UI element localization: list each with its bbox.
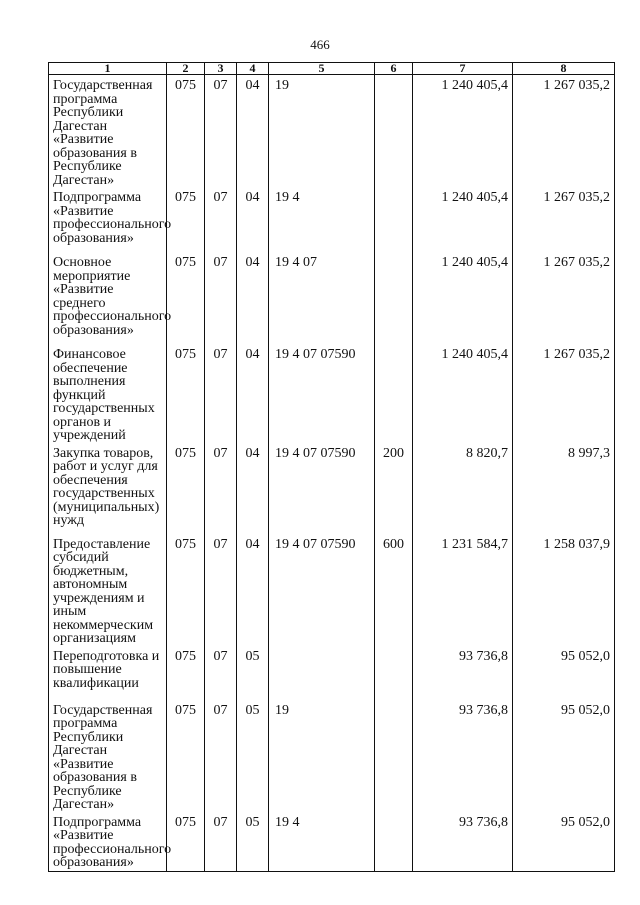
cell-col-7: 1 231 584,7 — [413, 534, 513, 646]
cell-col-4: 04 — [237, 75, 269, 188]
cell-col-6 — [375, 344, 413, 443]
table-row — [49, 252, 615, 344]
column-header-5: 5 — [269, 63, 375, 75]
cell-col-3: 07 — [205, 75, 237, 188]
cell-col-7: 1 240 405,4 — [413, 344, 513, 443]
cell-col-5: 19 — [269, 75, 375, 188]
cell-col-6 — [375, 646, 413, 700]
cell-col-8: 95 052,0 — [513, 812, 615, 872]
row-name: Подпрограмма «Развитие профессионального образования» — [49, 187, 167, 252]
cell-col-4: 05 — [237, 812, 269, 872]
cell-col-7: 1 240 405,4 — [413, 252, 513, 344]
column-header-6: 6 — [375, 63, 413, 75]
cell-col-4: 04 — [237, 534, 269, 646]
table-row — [49, 443, 615, 534]
cell-col-6 — [375, 75, 413, 188]
row-name: Основное мероприятие «Развитие среднего профессионального образования» — [49, 252, 167, 344]
table-row — [49, 187, 615, 252]
cell-col-7: 1 240 405,4 — [413, 75, 513, 188]
column-header-8: 8 — [513, 63, 615, 75]
cell-col-5: 19 — [269, 700, 375, 812]
cell-col-7: 93 736,8 — [413, 646, 513, 700]
cell-col-2: 075 — [167, 443, 205, 534]
cell-col-6: 200 — [375, 443, 413, 534]
cell-col-2: 075 — [167, 344, 205, 443]
cell-col-4: 04 — [237, 252, 269, 344]
cell-col-4: 04 — [237, 187, 269, 252]
cell-col-7: 93 736,8 — [413, 812, 513, 872]
cell-col-6 — [375, 700, 413, 812]
cell-col-2: 075 — [167, 252, 205, 344]
cell-col-3: 07 — [205, 443, 237, 534]
cell-col-4: 04 — [237, 443, 269, 534]
cell-col-2: 075 — [167, 646, 205, 700]
page-number: 466 — [310, 37, 330, 52]
cell-col-5: 19 4 — [269, 187, 375, 252]
column-header-4: 4 — [237, 63, 269, 75]
cell-col-5: 19 4 07 07590 — [269, 534, 375, 646]
column-header-7: 7 — [413, 63, 513, 75]
cell-col-3: 07 — [205, 252, 237, 344]
cell-col-3: 07 — [205, 646, 237, 700]
row-name: Переподготовка и повышение квалификации — [49, 646, 167, 700]
cell-col-5: 19 4 — [269, 812, 375, 872]
cell-col-2: 075 — [167, 75, 205, 188]
cell-col-5: 19 4 07 07590 — [269, 344, 375, 443]
cell-col-5 — [269, 646, 375, 700]
table-row — [49, 646, 615, 700]
cell-col-8: 1 267 035,2 — [513, 75, 615, 188]
cell-col-2: 075 — [167, 534, 205, 646]
row-name: Финансовое обеспечение выполнения функций государственных органов и учреждений — [49, 344, 167, 443]
cell-col-2: 075 — [167, 700, 205, 812]
table-row — [49, 534, 615, 646]
cell-col-4: 05 — [237, 700, 269, 812]
column-header-3: 3 — [205, 63, 237, 75]
cell-col-7: 1 240 405,4 — [413, 187, 513, 252]
cell-col-8: 1 267 035,2 — [513, 187, 615, 252]
cell-col-4: 04 — [237, 344, 269, 443]
column-header-1: 1 — [49, 63, 167, 75]
cell-col-3: 07 — [205, 187, 237, 252]
header-row — [49, 63, 615, 75]
column-header-2: 2 — [167, 63, 205, 75]
cell-col-8: 95 052,0 — [513, 646, 615, 700]
cell-col-6 — [375, 812, 413, 872]
cell-col-8: 95 052,0 — [513, 700, 615, 812]
cell-col-5: 19 4 07 — [269, 252, 375, 344]
cell-col-5: 19 4 07 07590 — [269, 443, 375, 534]
cell-col-6 — [375, 187, 413, 252]
cell-col-4: 05 — [237, 646, 269, 700]
row-name: Подпрограмма «Развитие профессионального образования» — [49, 812, 167, 872]
row-name: Государственная программа Республики Дагестан «Развитие образования в Республике Дагестан» — [49, 75, 167, 188]
cell-col-3: 07 — [205, 344, 237, 443]
cell-col-3: 07 — [205, 534, 237, 646]
table-row — [49, 75, 615, 188]
cell-col-2: 075 — [167, 187, 205, 252]
cell-col-3: 07 — [205, 700, 237, 812]
table-row — [49, 700, 615, 812]
cell-col-7: 93 736,8 — [413, 700, 513, 812]
row-name: Предоставление субсидий бюджетным, автономным учреждениям и иным некоммерческим организациям — [49, 534, 167, 646]
cell-col-7: 8 820,7 — [413, 443, 513, 534]
cell-col-8: 1 258 037,9 — [513, 534, 615, 646]
cell-col-8: 8 997,3 — [513, 443, 615, 534]
cell-col-2: 075 — [167, 812, 205, 872]
table-row — [49, 344, 615, 443]
cell-col-6: 600 — [375, 534, 413, 646]
cell-col-8: 1 267 035,2 — [513, 252, 615, 344]
cell-col-6 — [375, 252, 413, 344]
budget-table — [48, 62, 615, 872]
cell-col-3: 07 — [205, 812, 237, 872]
table-row — [49, 812, 615, 872]
row-name: Закупка товаров, работ и услуг для обеспечения государственных (муниципальных) нужд — [49, 443, 167, 534]
cell-col-8: 1 267 035,2 — [513, 344, 615, 443]
row-name: Государственная программа Республики Дагестан «Развитие образования в Республике Дагестан» — [49, 700, 167, 812]
